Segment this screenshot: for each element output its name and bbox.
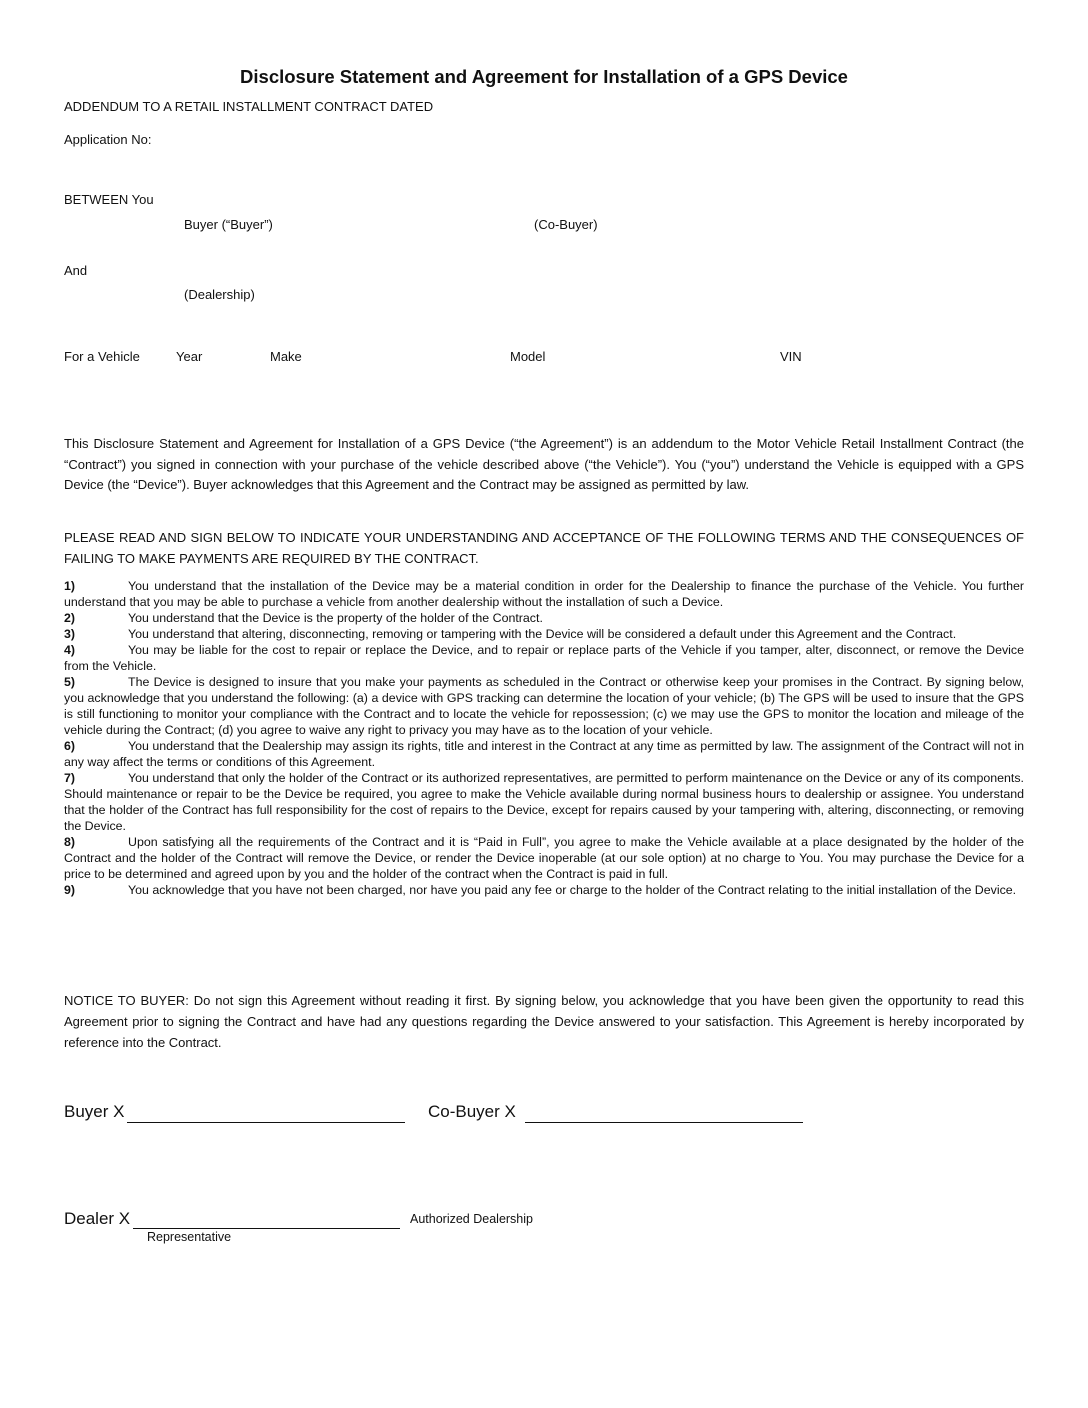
dealer-signature-line[interactable]: [133, 1228, 400, 1229]
notice-body: Do not sign this Agreement without reading it first. By signing below, you acknowledge that you have been given the opportunity to read this Agreement prior to signing the Contract and have had any questions regarding the Device answered to your satisfaction. This Agreement is hereby incorporated by reference into the Contract.: [64, 993, 1024, 1050]
term-item: 8) Upon satisfying all the requirements of the Contract and it is “Paid in Full”, you agree to make the Vehicle available at a place designated by the holder of the Contract and the holder of the Contract will remove the Device, or render the Device inoperable (at our sole option) at no charge to You. You may purchase the Device for a price to be determined and agreed upon by you and the holder of the contract when the Contract is paid in full.: [64, 835, 1024, 881]
term-item: 4) You may be liable for the cost to repair or replace the Device, and to repair or replace parts of the Vehicle if you tamper, alter, disconnect, or remove the Device from the Vehicle.: [64, 643, 1024, 673]
term-item: 2) You understand that the Device is the property of the holder of the Contract.: [64, 611, 543, 625]
term-item: 9) You acknowledge that you have not been charged, nor have you paid any fee or charge to the holder of the Contract relating to the initial installation of the Device.: [64, 883, 1017, 897]
please-read-notice: PLEASE READ AND SIGN BELOW TO INDICATE YOUR UNDERSTANDING AND ACCEPTANCE OF THE FOLLOWING TERMS AND THE CONSEQUENCES OF FAILING TO MAKE PAYMENTS ARE REQUIRED BY THE CONTRACT.: [64, 530, 1024, 566]
application-no-label: Application No:: [64, 132, 152, 147]
term-item: 1) You understand that the installation of the Device may be a material condition in order for the Dealership to finance the purchase of the Vehicle. You further understand that you may be able to purchase a vehicle from another dealership without the installation of such a Device.: [64, 579, 1024, 609]
term-item: 6) You understand that the Dealership may assign its rights, title and interest in the Contract at any time as permitted by law. The assignment of the Contract will not in any way affect the terms or conditions of this Agreement.: [64, 739, 1024, 769]
term-item: 3) You understand that altering, disconnecting, removing or tampering with the Device will be considered a default under this Agreement and the Contract.: [64, 627, 957, 641]
year-label: Year: [176, 349, 203, 364]
notice-lead: NOTICE TO BUYER:: [64, 993, 189, 1008]
model-label: Model: [510, 349, 546, 364]
addendum-line: ADDENDUM TO A RETAIL INSTALLMENT CONTRACT DATED: [64, 99, 434, 114]
authorized-dealership-label: Authorized Dealership: [410, 1212, 533, 1226]
term-item: 7) You understand that only the holder of the Contract or its authorized representatives, are permitted to perform maintenance on the Device or any of its components. Should maintenance or repair to be the Device be required, you agree to make the Vehicle available during normal business hours to dealership or assignee. You understand that the holder of the Contract has full responsibility for the cost of repairs to the Device, except for repairs caused by your tampering with, altering, disconnecting, or removing the Device.: [64, 771, 1024, 833]
cobuyer-signature-line[interactable]: [525, 1122, 803, 1123]
vehicle-label: For a Vehicle: [64, 349, 140, 364]
dealership-label: (Dealership): [184, 287, 255, 302]
and-label: And: [64, 263, 88, 278]
buyer-signature-line[interactable]: [127, 1122, 405, 1123]
representative-label: Representative: [147, 1230, 232, 1244]
cobuyer-signature-label: Co-Buyer X: [428, 1102, 516, 1121]
cobuyer-label: (Co-Buyer): [534, 217, 598, 232]
buyer-signature-label: Buyer X: [64, 1102, 125, 1121]
between-label: BETWEEN You: [64, 192, 154, 207]
intro-paragraph: This Disclosure Statement and Agreement for Installation of a GPS Device (“the Agreement”) is an addendum to the Motor Vehicle Retail Installment Contract (the “Contract”) you signed in connection with your purchase of the vehicle described above (“the Vehicle”). You (“you”) understand the Vehicle is equipped with a GPS Device (the “Device”). Buyer acknowledges that this Agreement and the Contract may be assigned as permitted by law.: [64, 436, 1024, 492]
vin-label: VIN: [780, 349, 802, 364]
document-title: Disclosure Statement and Agreement for Installation of a GPS Device: [240, 66, 848, 87]
notice-to-buyer: [64, 990, 1024, 1053]
term-item: 5) The Device is designed to insure that you make your payments as scheduled in the Contract or otherwise keep your promises in the Contract. By signing below, you acknowledge that you understand the following: (a) a device with GPS tracking can determine the location of your vehicle; (b) The GPS will be used to insure that the GPS is still functioning to monitor your compliance with the Contract and to locate the vehicle for repossession; (c) we may use the GPS to monitor the location and mileage of the vehicle during the Contract; (d) you agree to waive any right to privacy you may have as to the location of your vehicle.: [64, 675, 1024, 737]
buyer-label: Buyer (“Buyer”): [184, 217, 273, 232]
terms-list: [64, 578, 1024, 898]
dealer-signature-label: Dealer X: [64, 1209, 131, 1228]
make-label: Make: [270, 349, 302, 364]
